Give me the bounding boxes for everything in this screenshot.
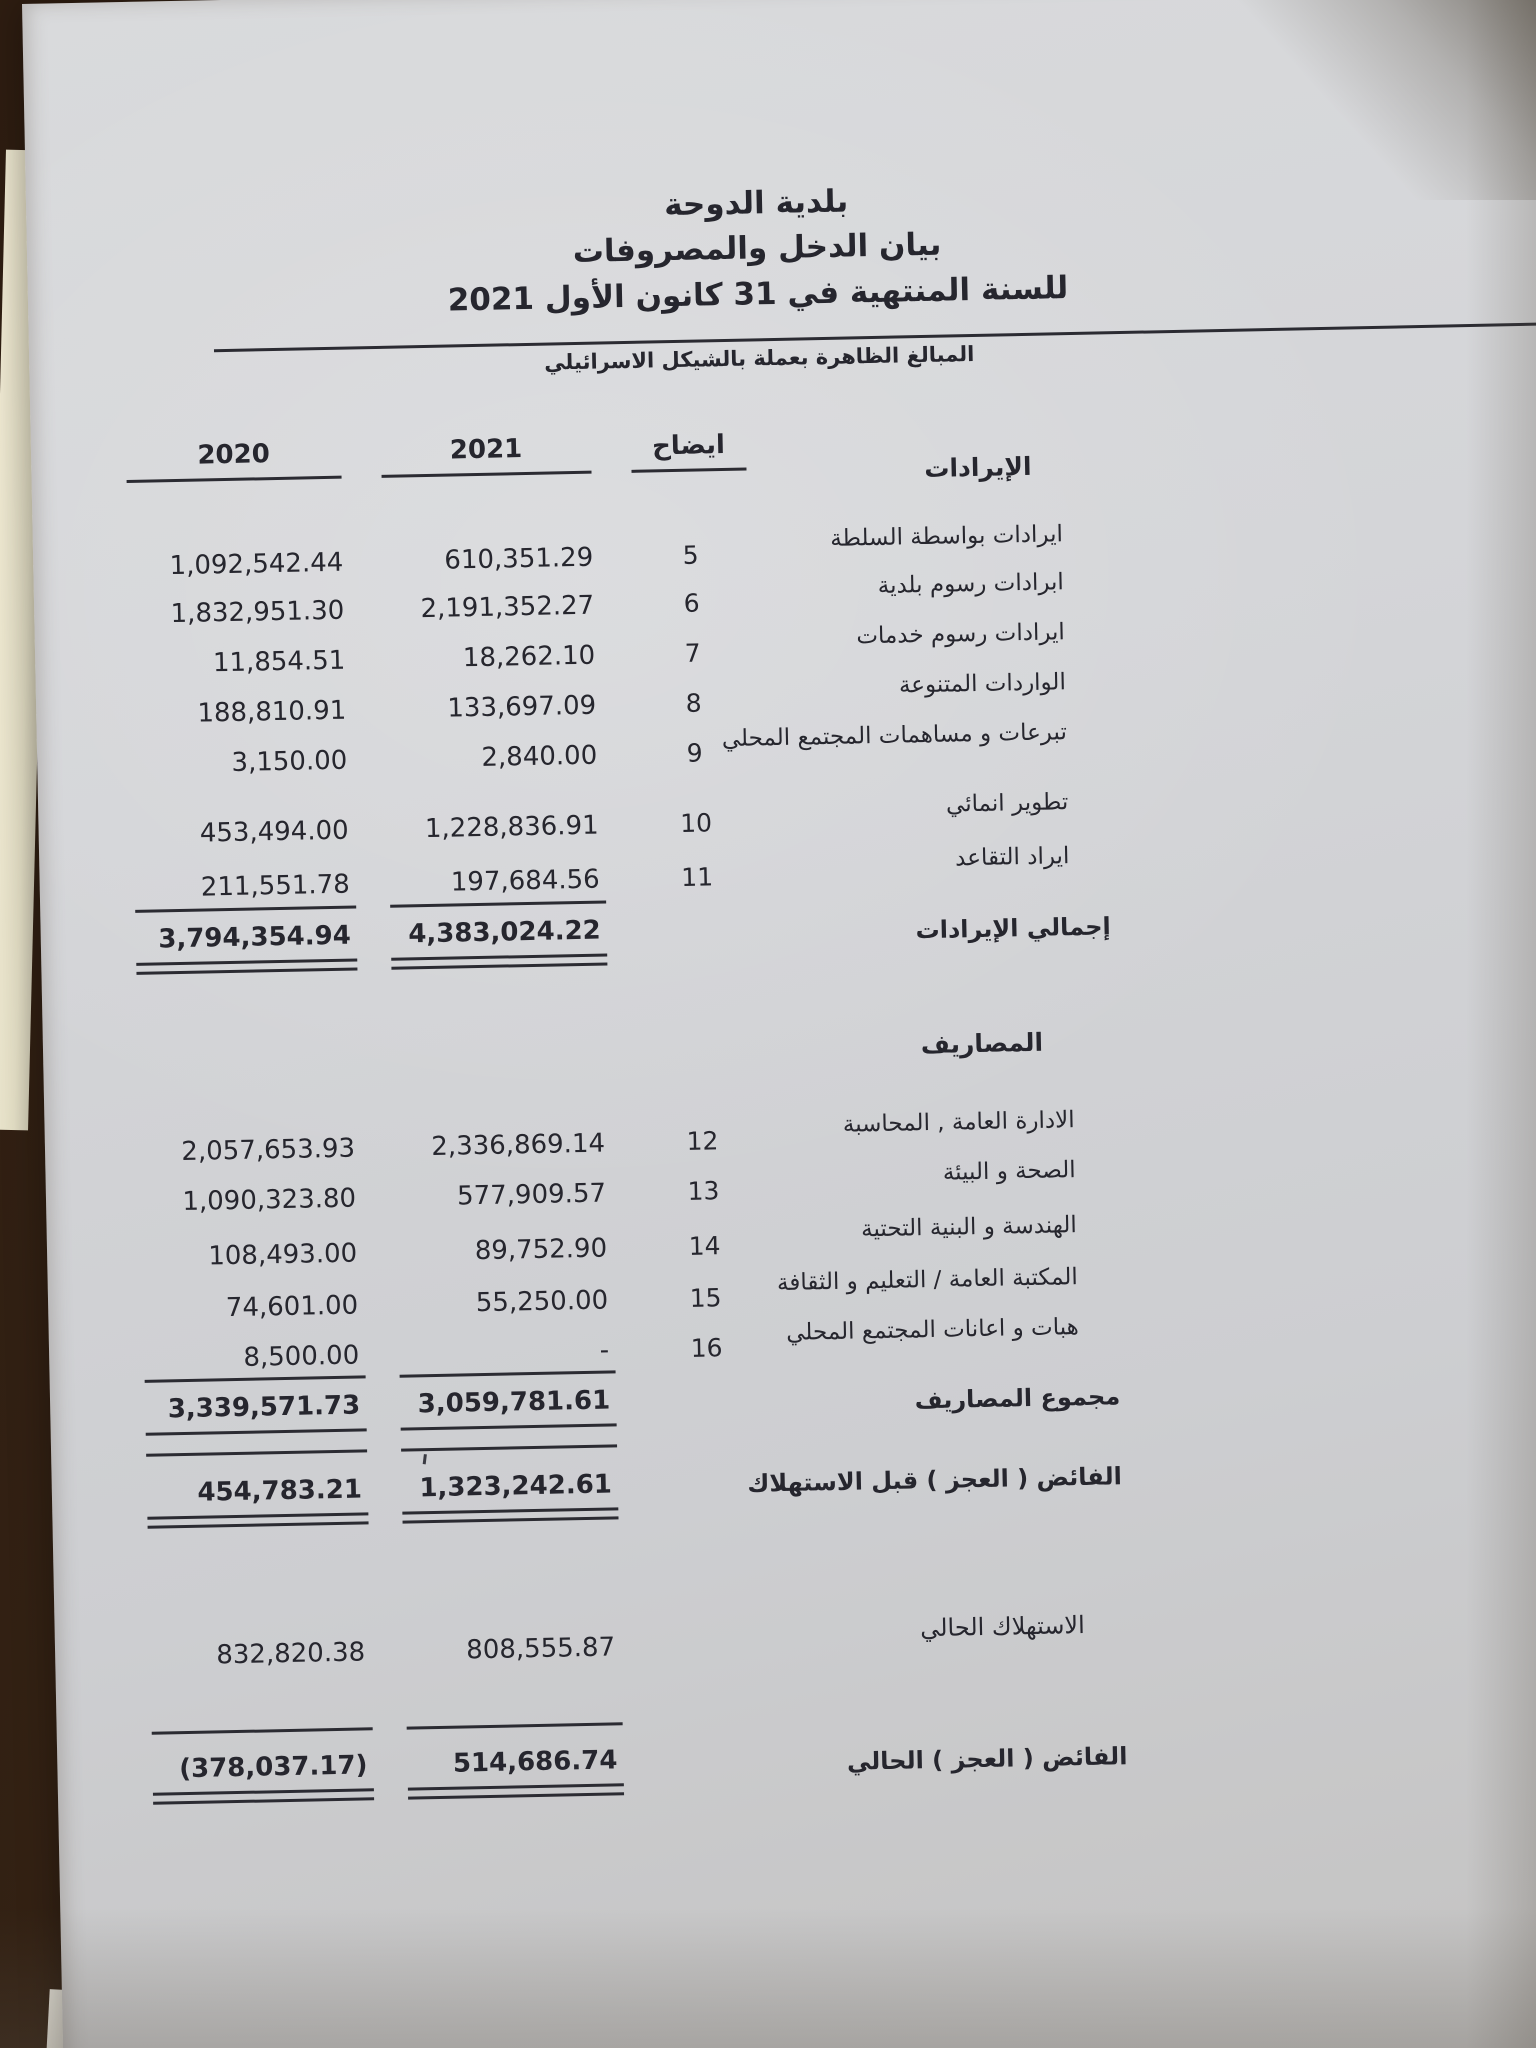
- note-number: 15: [689, 1283, 722, 1313]
- value-2021: 1,228,836.91: [424, 810, 599, 845]
- note-number: 11: [680, 862, 714, 892]
- section-expenses: المصاريف: [920, 1027, 1044, 1060]
- row-label: الواردات المتنوعة: [898, 669, 1067, 699]
- row-label: تبرعات و مساهمات المجتمع المحلي: [721, 719, 1068, 753]
- value-2021: 2,191,352.27: [420, 590, 595, 625]
- col-header-note: ايضاح: [631, 430, 747, 473]
- note-number: 12: [686, 1126, 719, 1156]
- col-header-2020: 2020: [126, 438, 342, 483]
- value-2020: 3,150.00: [231, 745, 348, 778]
- value-2020: 188,810.91: [197, 695, 347, 729]
- note-number: 6: [683, 588, 700, 618]
- total-expenses-2020: 3,339,571.73: [145, 1375, 367, 1435]
- value-2020: 2,057,653.93: [181, 1133, 356, 1168]
- row-label: هبات و اعانات المجتمع المحلي: [785, 1314, 1080, 1346]
- value-2021: 133,697.09: [447, 690, 597, 724]
- value-2021: 197,684.56: [450, 864, 600, 898]
- total-expenses-label: مجموع المصاريف: [914, 1382, 1121, 1415]
- note-number: 9: [686, 738, 703, 768]
- value-2020: 1,090,323.80: [182, 1183, 357, 1218]
- value-2021: 2,840.00: [481, 740, 598, 773]
- row-label: ايراد التقاعد: [954, 843, 1070, 872]
- value-2020: 453,494.00: [199, 815, 349, 849]
- value-2020: 11,854.51: [212, 645, 346, 679]
- depreciation-row: [55, 1612, 1536, 1685]
- row-label: ايرادات رسوم خدمات: [856, 619, 1066, 650]
- period-line: للسنة المنتهية في 31 كانون الأول 2021: [447, 270, 1069, 319]
- note-number: 16: [690, 1333, 723, 1363]
- col-header-2021: 2021: [381, 433, 592, 478]
- depreciation-2020: 832,820.38: [216, 1637, 366, 1671]
- total-revenues-2021: 4,383,024.22: [390, 900, 607, 960]
- row-label: الصحة و البيئة: [942, 1157, 1076, 1186]
- note-number: 10: [679, 808, 713, 838]
- value-2021: 55,250.00: [475, 1285, 609, 1319]
- note-number: 13: [687, 1176, 720, 1206]
- currency-note: المبالغ الظاهرة بعملة بالشيكل الاسرائيلي: [543, 341, 975, 375]
- row-label: ابرادات رسوم بلدية: [877, 569, 1065, 599]
- surplus-before-depreciation-2021: 1,323,242.61: [401, 1444, 618, 1514]
- note-number: 8: [685, 688, 702, 718]
- document-title: بيان الدخل والمصروفات: [572, 226, 942, 270]
- value-2020: 1,832,951.30: [170, 595, 345, 630]
- depreciation-2021: 808,555.87: [465, 1632, 616, 1666]
- org-title: بلدية الدوحة: [663, 183, 849, 224]
- value-2021: 610,351.29: [444, 542, 594, 576]
- row-label: ايرادات بواسطة السلطة: [829, 521, 1064, 552]
- row-label: المكتبة العامة / التعليم و الثقافة: [776, 1264, 1079, 1297]
- current-surplus-row: [57, 1702, 1536, 1813]
- row-label: الهندسة و البنية التحتية: [860, 1212, 1077, 1243]
- value-2021: -: [599, 1335, 610, 1366]
- row-label: تطوير انمائي: [945, 789, 1069, 818]
- value-2020: 8,500.00: [243, 1340, 360, 1373]
- section-revenues: الإيرادات: [923, 451, 1032, 483]
- value-2021: 89,752.90: [474, 1233, 608, 1267]
- row-label: الادارة العامة , المحاسبة: [842, 1107, 1075, 1138]
- column-header-row: [31, 413, 1536, 490]
- surplus-before-depreciation-label: الفائض ( العجز ) قبل الاستهلاك: [747, 1462, 1123, 1498]
- surplus-before-depreciation-2020: 454,783.21: [146, 1449, 368, 1519]
- value-2020: 108,493.00: [207, 1238, 358, 1272]
- note-number: 5: [682, 540, 699, 570]
- total-revenues-label: إجمالي الإيرادات: [915, 912, 1112, 945]
- value-2021: 577,909.57: [456, 1178, 607, 1212]
- current-surplus-label: الفائض ( العجز ) الحالي: [846, 1742, 1128, 1776]
- current-surplus-2020: (378,037.17): [152, 1727, 374, 1795]
- depreciation-label: الاستهلاك الحالي: [919, 1611, 1086, 1643]
- note-number: 14: [688, 1231, 721, 1261]
- total-revenues-2020: 3,794,354.94: [135, 905, 357, 965]
- value-2020: 211,551.78: [200, 869, 351, 903]
- current-surplus-2021: 514,686.74: [407, 1722, 624, 1790]
- value-2021: 18,262.10: [462, 640, 596, 674]
- statement-page: [22, 0, 1536, 2048]
- total-expenses-2021: 3,059,781.61: [400, 1370, 617, 1430]
- value-2021: 2,336,869.14: [431, 1128, 606, 1163]
- value-2020: 74,601.00: [225, 1290, 359, 1324]
- value-2020: 1,092,542.44: [169, 547, 344, 582]
- note-number: 7: [684, 638, 701, 668]
